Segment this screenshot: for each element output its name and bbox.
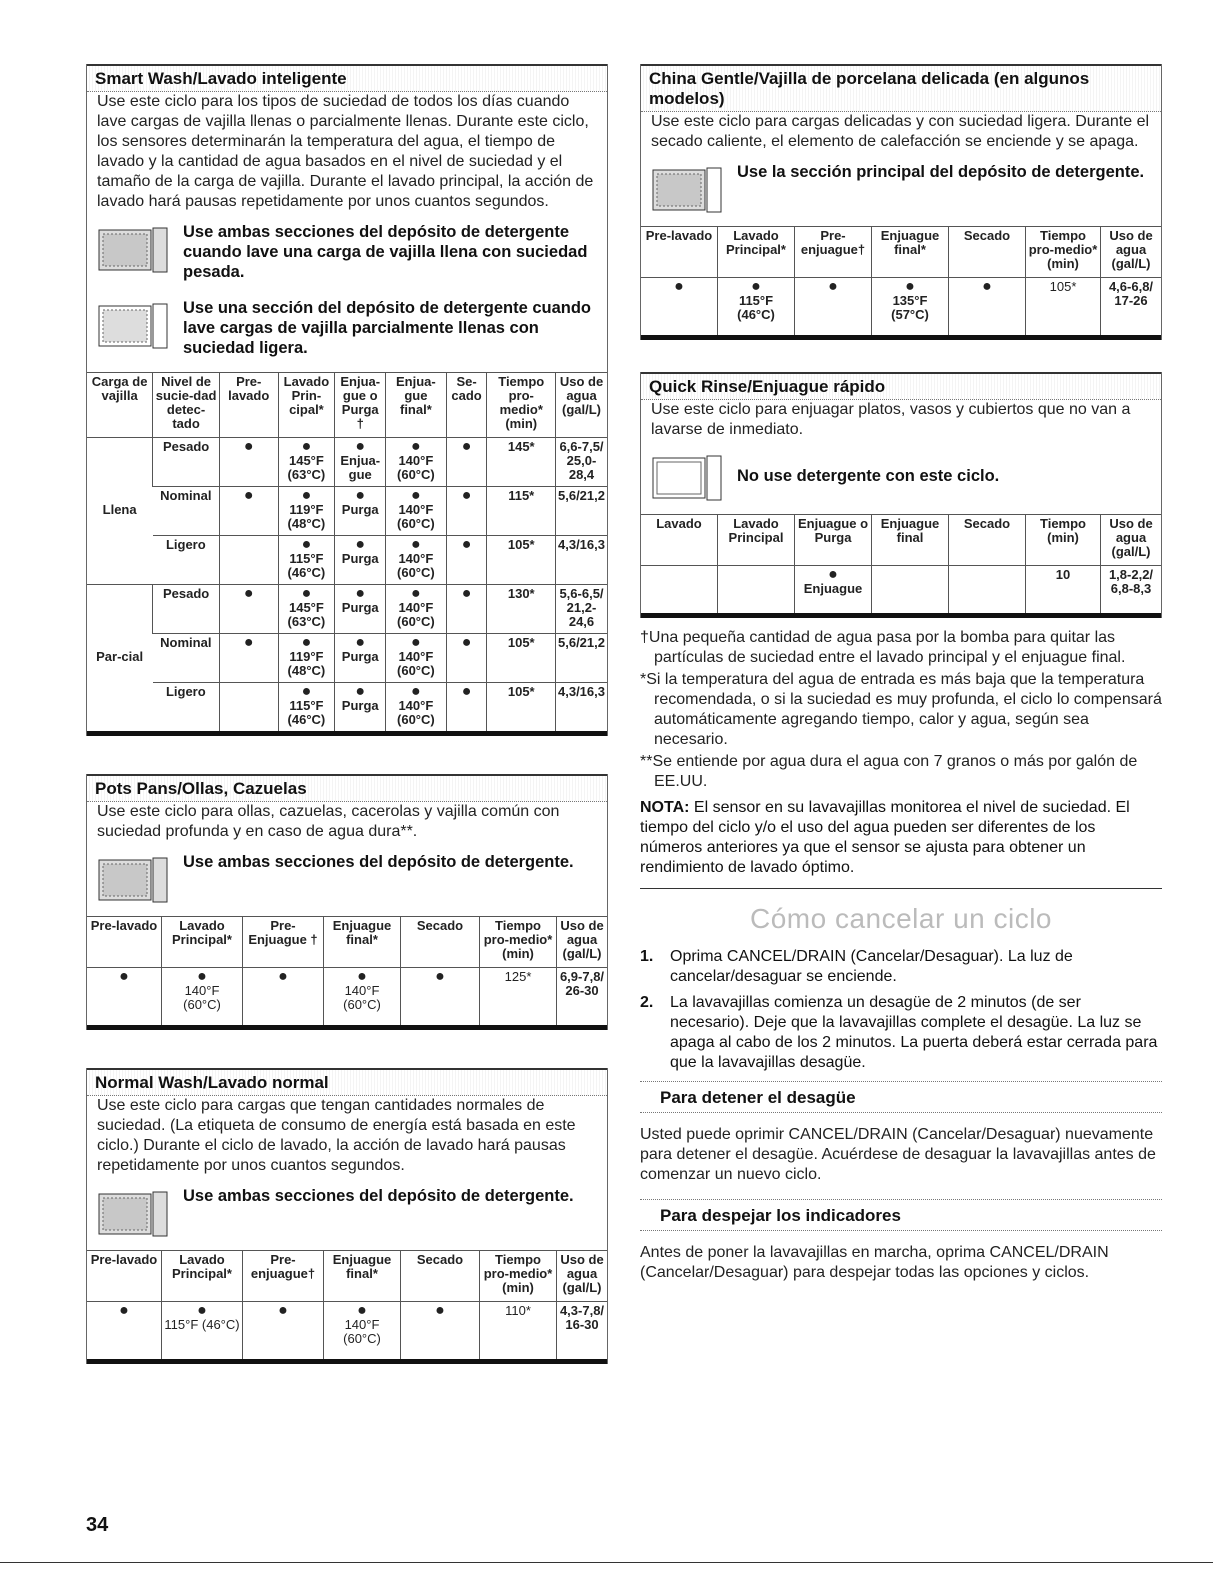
- time-value: 145*: [487, 438, 556, 487]
- normal-wash-title: Normal Wash/Lavado normal: [87, 1068, 607, 1096]
- smart-detergent-both: [87, 212, 607, 288]
- table-row: [641, 566, 1161, 616]
- col-header: Lavado Principal*: [718, 227, 795, 278]
- water-value: 1,8-2,2/ 6,8-8,3: [1101, 566, 1162, 616]
- main-temp: 115°F (46°C): [287, 698, 326, 727]
- final-temp: 140°F (60°C): [397, 698, 435, 727]
- final-temp: 140°F (60°C): [397, 453, 435, 482]
- final-temp: 140°F (60°C): [397, 502, 435, 531]
- smart-detergent-both-text: Use ambas secciones del depósito de detergente cuando lave una carga de vajilla llena con suciedad pesada.: [183, 223, 588, 281]
- normal-detergent: [87, 1176, 607, 1250]
- main-dot: ●: [197, 1302, 207, 1319]
- soil-level: Ligero: [153, 536, 220, 585]
- load-llena: Llena: [87, 438, 153, 585]
- dry-dot: ●: [446, 634, 487, 683]
- step-text: Oprima CANCEL/DRAIN (Cancelar/Desaguar). La luz de cancelar/desaguar se enciende.: [670, 948, 1073, 985]
- col-header: Pre-enjuague†: [243, 1251, 324, 1302]
- smart-wash-body: Use este ciclo para los tipos de suciedad de todos los días cuando lave cargas de vajilla llenas o parcialmente llenas. Durante este ciclo, los sensores determinarán la temperatura del agua, el tiempo de lavado y la cantidad de agua basados en el nivel de suciedad y el tamaño de la carga de vajilla. Durante el lavado principal, la acción de lavado hará pausas repetidamente por unos cuantos segundos.: [97, 93, 594, 210]
- water-value: 5,6/21,2: [556, 487, 608, 536]
- china-gentle-title: China Gentle/Vajilla de porcelana delicada (en algunos modelos): [641, 64, 1161, 112]
- quick-detergent-text: No use detergente con este ciclo.: [737, 467, 1000, 485]
- prewash-dot: ●: [87, 968, 162, 1028]
- quick-rinse-section: [640, 372, 1162, 618]
- final-dot: ●: [411, 683, 421, 700]
- water-value: 4,3/16,3: [556, 536, 608, 585]
- step-text: La lavavajillas comienza un desagüe de 2 minutos (de ser necesario). Deje que la lavavajillas complete el desagüe. La luz se apaga al cabo de los 2 minutos. La puerta deberá estar cerrada para que la lavavajillas desagüe.: [670, 994, 1158, 1071]
- rinse-dot: ●: [355, 585, 366, 602]
- time-value: 10: [1026, 566, 1101, 616]
- normal-detergent-text: Use ambas secciones del depósito de detergente.: [183, 1187, 574, 1205]
- col-header: Secado: [949, 515, 1026, 566]
- dispenser-main-icon: [651, 166, 723, 214]
- main-temp: 115°F (46°C): [164, 1317, 240, 1332]
- water-value: 4,6-6,8/ 17-26: [1101, 278, 1162, 338]
- col-header: Uso de agua (gal/L): [557, 917, 608, 968]
- page-number: 34: [86, 1514, 109, 1536]
- table-row: [87, 438, 607, 487]
- time-value: 105*: [1026, 278, 1101, 338]
- rinse-dot: ●: [355, 438, 366, 455]
- rinse-type: Purga: [341, 551, 379, 566]
- col-header: Uso de agua (gal/L): [1101, 515, 1162, 566]
- smart-wash-section: [86, 64, 608, 736]
- col-header: Lavado Principal*: [162, 1251, 243, 1302]
- clear-indicators-title: Para despejar los indicadores: [640, 1199, 1162, 1231]
- dry-dot: ●: [446, 438, 487, 487]
- note-paragraph: [640, 798, 1162, 878]
- china-gentle-body: Use este ciclo para cargas delicadas y con suciedad ligera. Durante el secado caliente, el elemento de calefacción se enciende y se apaga.: [651, 113, 1150, 150]
- col-header: Tiempo pro-medio* (min): [480, 917, 557, 968]
- prewash-dot: [219, 683, 278, 734]
- prewash-dot: ●: [87, 1302, 162, 1362]
- rinse-dot: ●: [355, 536, 366, 553]
- dispenser-empty-icon: [651, 454, 723, 502]
- main-dot: ●: [301, 438, 312, 455]
- smart-wash-title: Smart Wash/Lavado inteligente: [87, 64, 607, 92]
- dispenser-both-icon: [97, 226, 169, 274]
- col-header: Lavado Prin-cipal*: [278, 373, 335, 438]
- water-value: 5,6/21,2: [556, 634, 608, 683]
- list-item: [640, 947, 1162, 987]
- cancel-steps: [640, 947, 1162, 1073]
- water-value: 4,3-7,8/ 16-30: [557, 1302, 608, 1362]
- final-dot: ●: [411, 585, 421, 602]
- table-row: [87, 536, 607, 585]
- table-row: [641, 278, 1161, 338]
- rinse-type: Purga: [341, 698, 379, 713]
- col-header: Uso de agua (gal/L): [1101, 227, 1162, 278]
- prewash-dot: [219, 536, 278, 585]
- soil-level: Nominal: [153, 634, 220, 683]
- rinse-dot: ●: [355, 487, 366, 504]
- rinse-dot: ●: [795, 278, 872, 338]
- china-detergent-text: Use la sección principal del depósito de detergente.: [737, 163, 1145, 181]
- pots-pans-table: [87, 916, 607, 1030]
- stop-drain-title: Para detener el desagüe: [640, 1081, 1162, 1113]
- pots-pans-section: [86, 774, 608, 1030]
- dry-dot: ●: [401, 1302, 480, 1362]
- col-header: Pre-Enjuague †: [243, 917, 324, 968]
- water-value: 6,6-7,5/ 25,0-28,4: [556, 438, 608, 487]
- step-number: 2.: [640, 994, 654, 1011]
- col-header: Enjua-gue final*: [386, 373, 447, 438]
- col-header: Secado: [401, 917, 480, 968]
- main-temp: 119°F (48°C): [287, 502, 326, 531]
- col-header: Tiempo pro-medio* (min): [480, 1251, 557, 1302]
- rinse-dot: ●: [828, 566, 838, 583]
- rinse-type: Purga: [341, 649, 379, 664]
- col-header: Enjua-gue o Purga †: [335, 373, 386, 438]
- dry-dot: ●: [446, 683, 487, 734]
- time-value: 130*: [487, 585, 556, 634]
- final-dot: ●: [411, 536, 421, 553]
- wash-cell: [641, 566, 718, 616]
- load-parcial: Par-cial: [87, 585, 153, 734]
- rinse-dot: ●: [243, 1302, 324, 1362]
- smart-detergent-one-text: Use una sección del depósito de detergente cuando lave cargas de vajilla parcialmente llenas con suciedad ligera.: [183, 299, 592, 357]
- col-header: Nivel de sucie-dad detec-tado: [153, 373, 220, 438]
- stop-drain-body: Usted puede oprimir CANCEL/DRAIN (Cancelar/Desaguar) nuevamente para detener el desagüe. Acuérdese de desaguar la lavavajillas antes de comenzar un nuevo ciclo.: [640, 1126, 1156, 1183]
- quick-rinse-body: Use este ciclo para enjuagar platos, vasos y cubiertos que no van a lavarse de inmediato.: [651, 401, 1131, 438]
- rinse-type: Enjua-gue: [340, 453, 381, 482]
- main-temp: 119°F (48°C): [287, 649, 326, 678]
- footnote-asterisk: *Si la temperatura del agua de entrada es más baja que la temperatura recomendada, o si la suciedad es muy profunda, el ciclo lo compensará automáticamente agregando tiempo, calor y agua, según sea necesario.: [640, 671, 1162, 748]
- normal-wash-body: Use este ciclo para cargas que tengan cantidades normales de suciedad. (La etiqueta de consumo de energía está basada en este ciclo.) Durante el ciclo de lavado, la acción de lavado hará pausas repetidamente por unos cuantos segundos.: [97, 1097, 576, 1174]
- smart-detergent-one: [87, 288, 607, 372]
- main-dot: ●: [301, 683, 312, 700]
- water-value: 6,9-7,8/ 26-30: [557, 968, 608, 1028]
- final-temp: 140°F (60°C): [343, 1317, 381, 1346]
- col-header: Tiempo (min): [1026, 515, 1101, 566]
- col-header: Lavado Principal: [718, 515, 795, 566]
- col-header: Pre-lavado: [645, 228, 713, 243]
- col-header: Pre-enjuague†: [795, 227, 872, 278]
- china-gentle-section: [640, 64, 1162, 340]
- dry-dot: ●: [949, 278, 1026, 338]
- col-header: Secado: [949, 227, 1026, 278]
- prewash-dot: ●: [219, 438, 278, 487]
- main-dot: ●: [301, 634, 312, 651]
- pots-detergent: [87, 842, 607, 916]
- rinse-type: Enjuague: [803, 581, 863, 596]
- dispenser-both-icon: [97, 856, 169, 904]
- main-dot: ●: [301, 487, 312, 504]
- table-row: [87, 683, 607, 734]
- final-dot: ●: [357, 1302, 367, 1319]
- note-text: El sensor en su lavavajillas monitorea el nivel de suciedad. El tiempo del ciclo y/o el uso del agua pueden ser diferentes de los números anteriores ya que el sensor se ajusta para obtener un rendimiento de lavado óptimo.: [640, 799, 1130, 876]
- step-number: 1.: [640, 948, 654, 965]
- final-dot: ●: [357, 968, 367, 985]
- prewash-dot: ●: [219, 487, 278, 536]
- time-value: 110*: [480, 1302, 557, 1362]
- pots-detergent-text: Use ambas secciones del depósito de detergente.: [183, 853, 574, 871]
- col-header: Enjuague final: [872, 515, 949, 566]
- col-header: Se-cado: [446, 373, 487, 438]
- time-value: 105*: [487, 634, 556, 683]
- main-dot: ●: [301, 536, 312, 553]
- main-temp: 145°F (63°C): [287, 600, 326, 629]
- rinse-type: Purga: [341, 600, 379, 615]
- main-temp: 115°F (46°C): [287, 551, 326, 580]
- dry-dot: ●: [446, 536, 487, 585]
- smart-wash-table: [87, 372, 607, 736]
- china-gentle-table: [641, 226, 1161, 340]
- water-value: 4,3/16,3: [556, 683, 608, 734]
- final-cell: [872, 566, 949, 616]
- col-header: Uso de agua (gal/L): [557, 1251, 608, 1302]
- prewash-dot: ●: [641, 278, 718, 338]
- col-header: Pre-lavado: [90, 918, 158, 933]
- rinse-dot: ●: [355, 683, 366, 700]
- quick-detergent: [641, 440, 1161, 514]
- quick-rinse-table: [641, 514, 1161, 618]
- col-header: Secado: [401, 1251, 480, 1302]
- cancel-cycle-title: Cómo cancelar un ciclo: [749, 903, 1053, 934]
- right-column: [640, 64, 1162, 1283]
- table-row: [87, 968, 607, 1028]
- pots-pans-title: Pots Pans/Ollas, Cazuelas: [87, 774, 607, 802]
- rinse-dot: ●: [243, 968, 324, 1028]
- main-cell: [718, 566, 795, 616]
- rinse-dot: ●: [355, 634, 366, 651]
- col-header: Tiempo pro-medio* (min): [487, 373, 556, 438]
- footnote-dagger: †Una pequeña cantidad de agua pasa por la bomba para quitar las partículas de suciedad entre el lavado principal y el enjuague final.: [640, 629, 1126, 666]
- col-header: Pre-lavado: [219, 373, 278, 438]
- col-header: Lavado: [656, 516, 702, 531]
- normal-wash-table: [87, 1250, 607, 1364]
- time-value: 125*: [480, 968, 557, 1028]
- col-header: Enjuague final*: [324, 917, 401, 968]
- dry-dot: ●: [401, 968, 480, 1028]
- bottom-rule: [0, 1562, 1213, 1563]
- soil-level: Ligero: [153, 683, 220, 734]
- dry-cell: [949, 566, 1026, 616]
- col-header: Enjuague final*: [324, 1251, 401, 1302]
- final-temp: 140°F (60°C): [397, 600, 435, 629]
- time-value: 105*: [487, 536, 556, 585]
- dispenser-both-icon: [97, 1190, 169, 1238]
- soil-level: Pesado: [153, 585, 220, 634]
- water-value: 5,6-6,5/ 21,2-24,6: [556, 585, 608, 634]
- normal-wash-section: [86, 1068, 608, 1364]
- col-header: Enjuague final*: [872, 227, 949, 278]
- main-dot: ●: [301, 585, 312, 602]
- table-row: [87, 487, 607, 536]
- final-temp: 140°F (60°C): [343, 983, 381, 1012]
- main-temp: 140°F (60°C): [183, 983, 221, 1012]
- final-dot: ●: [411, 634, 421, 651]
- soil-level: Pesado: [153, 438, 220, 487]
- col-header: Tiempo pro-medio* (min): [1026, 227, 1101, 278]
- col-header: Carga de vajilla: [91, 374, 148, 403]
- dispenser-one-icon: [97, 302, 169, 350]
- table-row: [87, 585, 607, 634]
- final-temp: 140°F (60°C): [397, 551, 435, 580]
- time-value: 115*: [487, 487, 556, 536]
- pots-pans-body: Use este ciclo para ollas, cazuelas, cacerolas y vajilla común con suciedad profunda y en caso de agua dura**.: [97, 803, 560, 840]
- left-column: [86, 64, 608, 1364]
- dry-dot: ●: [446, 487, 487, 536]
- soil-level: Nominal: [153, 487, 220, 536]
- main-temp: 145°F (63°C): [287, 453, 326, 482]
- china-detergent: [641, 152, 1161, 226]
- dry-dot: ●: [446, 585, 487, 634]
- main-dot: ●: [751, 278, 761, 295]
- final-temp: 135°F (57°C): [891, 293, 929, 322]
- main-temp: 115°F (46°C): [737, 293, 775, 322]
- table-row: [87, 1302, 607, 1362]
- final-dot: ●: [411, 487, 421, 504]
- prewash-dot: ●: [219, 585, 278, 634]
- footnote-double-asterisk: **Se entiende por agua dura el agua con 7 granos o más por galón de EE.UU.: [640, 753, 1138, 790]
- final-dot: ●: [905, 278, 915, 295]
- col-header: Lavado Principal*: [162, 917, 243, 968]
- footnotes: [640, 628, 1162, 792]
- time-value: 105*: [487, 683, 556, 734]
- final-dot: ●: [411, 438, 421, 455]
- quick-rinse-title: Quick Rinse/Enjuague rápido: [641, 372, 1161, 400]
- rinse-type: Purga: [341, 502, 379, 517]
- col-header: Pre-lavado: [90, 1252, 158, 1267]
- col-header: Enjuague o Purga: [795, 515, 872, 566]
- final-temp: 140°F (60°C): [397, 649, 435, 678]
- clear-indicators-body: Antes de poner la lavavajillas en marcha, oprima CANCEL/DRAIN (Cancelar/Desaguar) para despejar todas las opciones y ciclos.: [640, 1244, 1109, 1281]
- prewash-dot: ●: [219, 634, 278, 683]
- col-header: Uso de agua (gal/L): [556, 373, 608, 438]
- list-item: [640, 993, 1162, 1073]
- main-dot: ●: [197, 968, 207, 985]
- table-row: [87, 634, 607, 683]
- note-label: NOTA:: [640, 799, 690, 816]
